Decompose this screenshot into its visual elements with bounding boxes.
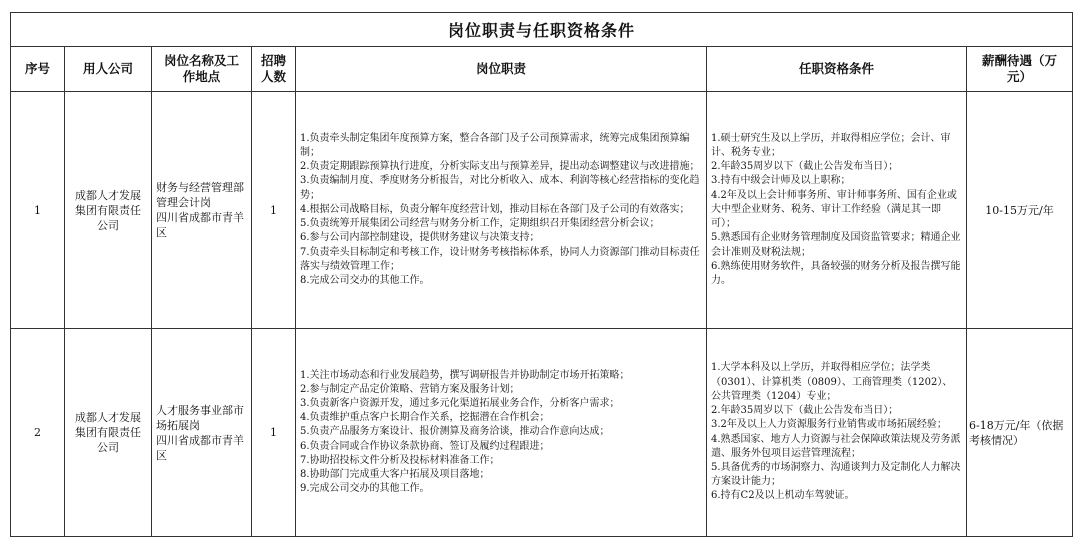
- table-title: 岗位职责与任职资格条件: [11, 13, 1073, 47]
- qualification-item: 5.熟悉国有企业财务管理制度及国资监管要求；精通企业会计准则及财税法规；: [711, 232, 961, 258]
- duty-item: 3.负责新客户资源开发，通过多元化渠道拓展业务合作，分析客户需求；: [300, 397, 620, 409]
- duty-item: 9.完成公司交办的其他工作。: [300, 483, 430, 495]
- qualifications-cell: [707, 92, 967, 329]
- job-table: [10, 12, 1073, 537]
- qualification-item: 1.硕士研究生及以上学历，并取得相应学位；会计、审计、税务专业；: [711, 132, 951, 159]
- header-salary: 薪酬待遇（万元）: [967, 47, 1073, 92]
- salary-cell: 10-15万元/年: [967, 92, 1073, 329]
- row-number: 2: [11, 329, 65, 537]
- table-row: [11, 92, 1073, 329]
- work-location: 四川省成都市青羊区: [156, 211, 244, 239]
- company-cell: 成都人才发展集团有限责任公司: [65, 92, 152, 329]
- duty-item: 5.负责统筹开展集团公司经营与财务分析工作，定期组织召开集团经营分析会议；: [300, 218, 660, 230]
- work-location: 四川省成都市青羊区: [156, 433, 244, 462]
- company-cell: 成都人才发展集团有限责任公司: [65, 329, 152, 537]
- position-cell: [152, 329, 252, 537]
- position-name: 人才服务事业部市场拓展岗: [156, 403, 244, 432]
- row-number: 1: [11, 92, 65, 329]
- duty-item: 4.根据公司战略目标，负责分解年度经营计划，推动目标在各部门及子公司的有效落实；: [300, 203, 690, 215]
- qualification-item: 6.持有C2及以上机动车驾驶证。: [711, 490, 855, 502]
- duty-item: 2.负责定期跟踪预算执行进度，分析实际支出与预算差异，提出动态调整建议与改进措施；: [300, 161, 700, 173]
- job-requirements-sheet: [10, 12, 1072, 537]
- header-qualifications: 任职资格条件: [707, 47, 967, 92]
- duty-item: 4.负责维护重点客户长期合作关系，挖掘潜在合作机会；: [300, 412, 550, 424]
- position-name: 财务与经营管理部管理会计岗: [156, 181, 244, 209]
- header-company: 用人公司: [65, 47, 152, 92]
- header-count: 招聘人数: [252, 47, 296, 92]
- position-cell: [152, 92, 252, 329]
- header-duties: 岗位职责: [296, 47, 707, 92]
- duties-cell: [296, 329, 707, 537]
- headcount-cell: 1: [252, 329, 296, 537]
- duty-item: 7.协助招投标文件分析及投标材料准备工作；: [300, 454, 500, 466]
- qualification-item: 2.年龄35周岁以下（截止公告发布当日）；: [711, 161, 899, 173]
- duty-item: 1.关注市场动态和行业发展趋势，撰写调研报告并协助制定市场开拓策略；: [300, 369, 630, 381]
- table-row: [11, 329, 1073, 537]
- headcount-cell: 1: [252, 92, 296, 329]
- header-position: 岗位名称及工作地点: [152, 47, 252, 92]
- qualification-item: 3.2年及以上人力资源服务行业销售或市场拓展经验；: [711, 419, 947, 431]
- header-no: 序号: [11, 47, 65, 92]
- header-row: [11, 47, 1073, 92]
- duty-item: 3.负责编制月度、季度财务分析报告，对比分析收入、成本、利润等核心经营指标的变化趋势；: [300, 175, 700, 201]
- qualification-item: 3.持有中级会计师及以上职称；: [711, 175, 851, 187]
- duty-item: 7.负责牵头目标制定和考核工作，设计财务考核指标体系，协同人力资源部门推动目标责任落实与绩效管理工作；: [300, 246, 700, 272]
- duty-item: 8.协助部门完成重大客户拓展及项目落地；: [300, 469, 490, 480]
- qualification-item: 4.2年及以上会计师事务所、审计师事务所、国有企业或大中型企业财务、税务、审计工作经验（满足其一即可）；: [711, 189, 957, 230]
- duty-item: 6.负责合同或合作协议条款协商、签订及履约过程跟进；: [300, 440, 550, 452]
- duties-cell: [296, 92, 707, 329]
- salary-cell: 6-18万元/年（依据考核情况）: [967, 329, 1073, 537]
- duty-item: 8.完成公司交办的其他工作。: [300, 274, 430, 286]
- duty-item: 6.参与公司内部控制建设，提供财务建议与决策支持；: [300, 232, 540, 244]
- qualification-item: 2.年龄35周岁以下（截止公告发布当日）；: [711, 405, 899, 417]
- qualifications-cell: [707, 329, 967, 537]
- qualification-item: 6.熟练使用财务软件，具备较强的财务分析及报告撰写能力。: [711, 260, 961, 286]
- duty-item: 5.负责产品服务方案设计、报价测算及商务洽谈，推动合作意向达成；: [300, 426, 610, 438]
- qualification-item: 4.熟悉国家、地方人力资源与社会保障政策法规及劳务派遣、服务外包项目运营管理流程；: [711, 433, 961, 459]
- duty-item: 2.参与制定产品定价策略、营销方案及服务计划；: [300, 383, 520, 395]
- qualification-item: 5.具备优秀的市场洞察力、沟通谈判力及定制化人力解决方案设计能力；: [711, 461, 961, 488]
- qualification-item: 1.大学本科及以上学历，并取得相应学位；法学类（0301）、计算机类（0809）、工商管理类（1202）、公共管理类（1204）专业；: [711, 362, 953, 402]
- duty-item: 1.负责牵头制定集团年度预算方案，整合各部门及子公司预算需求，统筹完成集团预算编制；: [300, 132, 690, 159]
